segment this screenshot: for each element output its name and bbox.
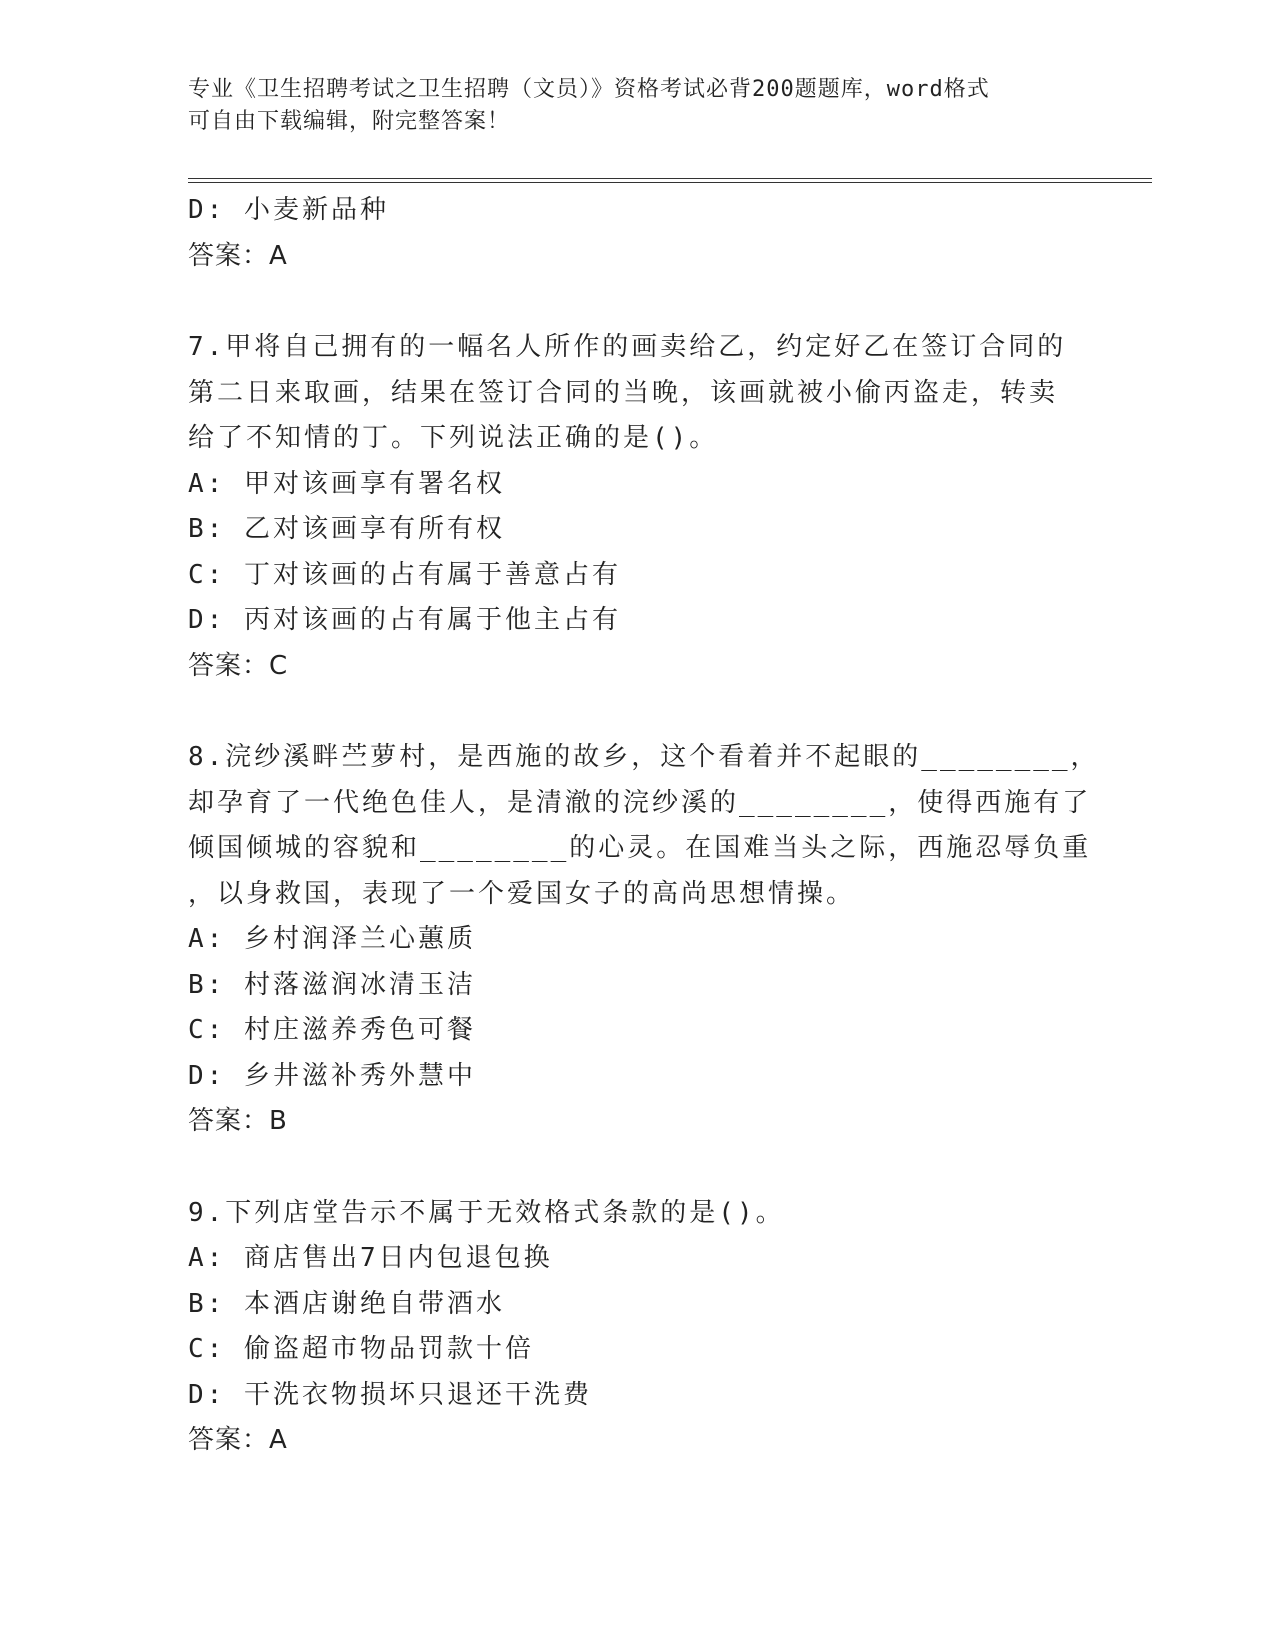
option-c: C: 村庄滋养秀色可餐 (188, 1015, 476, 1045)
option-d: D: 丙对该画的占有属于他主占有 (188, 605, 621, 635)
option-b: B: 本酒店谢绝自带酒水 (188, 1288, 505, 1319)
question-stem-line: 却孕育了一代绝色佳人，是清澈的浣纱溪的________，使得西施有了 (188, 787, 1092, 818)
header-line-1: 专业《卫生招聘考试之卫生招聘（文员）》资格考试必背200题题库，word格式 (188, 77, 990, 102)
question-8 (188, 735, 1100, 1145)
question-7 (188, 325, 1088, 689)
question-stem-line: 9.下列店堂告示不属于无效格式条款的是()。 (188, 1197, 785, 1228)
option-d: D: 乡井滋补秀外慧中 (188, 1060, 476, 1091)
option-a: A: 商店售出7日内包退包换 (188, 1243, 553, 1273)
question-stem-line: ，以身救国，表现了一个爱国女子的高尚思想情操。 (188, 878, 856, 909)
question-stem-line: 8.浣纱溪畔苎萝村，是西施的故乡，这个看着并不起眼的________， (188, 742, 1100, 772)
option-d: D: 小麦新品种 (188, 195, 389, 225)
spacer (188, 279, 1088, 325)
page-header (188, 74, 1068, 138)
question-stem-line: 7.甲将自己拥有的一幅名人所作的画卖给乙，约定好乙在签订合同的 (188, 332, 1067, 362)
option-c: C: 偷盗超市物品罚款十倍 (188, 1334, 534, 1364)
spacer (188, 1145, 1088, 1191)
option-b: B: 村落滋润冰清玉洁 (188, 969, 476, 1000)
header-divider-top (188, 178, 1152, 179)
answer-line: 答案：B (188, 1106, 288, 1136)
question-stem-line: 第二日来取画，结果在签订合同的当晚，该画就被小偷丙盗走，转卖 (188, 377, 1059, 408)
spacer (188, 689, 1088, 735)
option-a: A: 甲对该画享有署名权 (188, 468, 505, 499)
question-9 (188, 1191, 1088, 1464)
option-c: C: 丁对该画的占有属于善意占有 (188, 559, 621, 590)
option-a: A: 乡村润泽兰心蕙质 (188, 924, 476, 954)
question-stem-line: 倾国倾城的容貌和________的心灵。在国难当头之际，西施忍辱负重 (188, 833, 1092, 863)
option-b: B: 乙对该画享有所有权 (188, 514, 505, 544)
header-line-2: 可自由下载编辑，附完整答案！ (188, 109, 511, 134)
answer-line: 答案：C (188, 650, 289, 681)
question-stem-line: 给了不知情的丁。下列说法正确的是()。 (188, 423, 719, 453)
answer-line: 答案：A (188, 1425, 288, 1455)
answer-line: 答案：A (188, 240, 288, 271)
option-d: D: 干洗衣物损坏只退还干洗费 (188, 1379, 592, 1410)
question-content (188, 188, 1100, 1464)
header-divider-bottom (188, 182, 1152, 183)
